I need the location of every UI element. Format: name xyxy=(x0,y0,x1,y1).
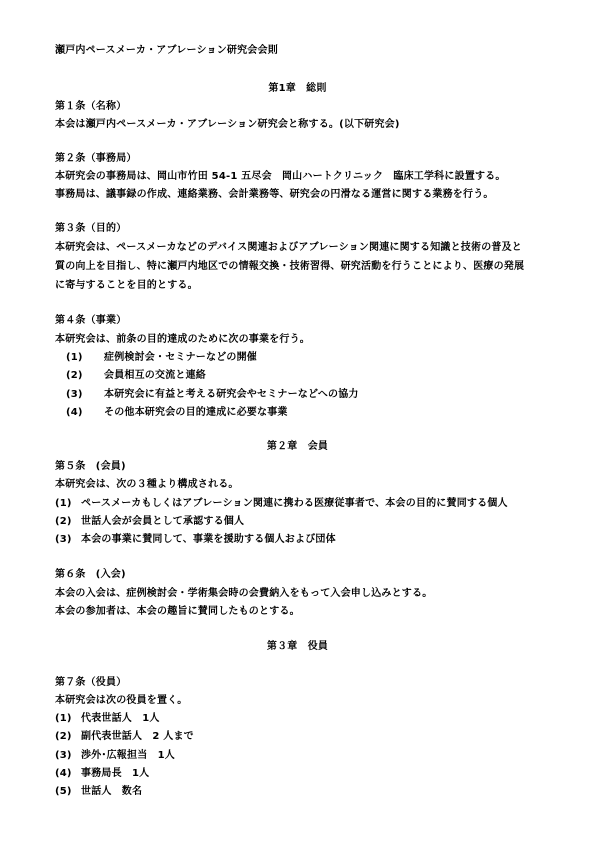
document-title: 瀬戸内ペースメーカ・アブレーション研究会会則 xyxy=(55,45,278,56)
article-5-heading: 第５条 (会員) xyxy=(55,461,126,472)
article-1-body: 本会は瀬戸内ペースメーカ・アブレーション研究会と称する。(以下研究会) xyxy=(55,119,400,130)
article-5-body: 本研究会は、次の３種より構成される。 xyxy=(55,479,239,490)
article-3-line: 本研究会は、ペースメーカなどのデバイス関連およびアブレーション関連に関する知識と技術の普及と xyxy=(55,242,522,253)
list-item: (1) 代表世話人 1人 xyxy=(55,713,160,724)
list-item: (2) 会員相互の交流と連絡 xyxy=(66,370,206,381)
article-4-body: 本研究会は、前条の目的達成のために次の事業を行う。 xyxy=(55,334,310,345)
chapter-3-heading: 第３章 役員 xyxy=(266,641,329,652)
list-item: (3) 渉外･広報担当 1人 xyxy=(55,750,175,761)
article-1-heading: 第１条（名称） xyxy=(55,101,127,112)
list-item: (4) 事務局長 1人 xyxy=(55,768,150,779)
article-6-heading: 第６条 (入会) xyxy=(55,569,126,580)
list-item: (5) 世話人 数名 xyxy=(55,786,143,797)
article-2-heading: 第２条（事務局） xyxy=(55,153,137,164)
article-4-heading: 第４条（事業） xyxy=(55,315,127,326)
article-7-body: 本研究会は次の役員を置く。 xyxy=(55,695,188,706)
chapter-2-heading: 第２章 会員 xyxy=(266,441,329,452)
list-item: (2) 副代表世話人 2 人まで xyxy=(55,731,194,742)
article-3-line: 質の向上を目指し、特に瀬戸内地区での情報交換・技術習得、研究活動を行うことにより、医療の発展 xyxy=(55,261,525,272)
list-item: (3) 本研究会に有益と考える研究会やセミナーなどへの協力 xyxy=(66,389,359,400)
article-6-line: 本会の参加者は、本会の趣旨に賛同したものとする。 xyxy=(55,606,300,617)
list-item: (1) ペースメーカもしくはアブレーション関連に携わる医療従事者で、本会の目的に賛同する個人 xyxy=(55,498,508,509)
article-6-line: 本会の入会は、症例検討会・学術集会時の会費納入をもって入会申し込みとする。 xyxy=(55,588,433,599)
article-7-heading: 第７条（役員） xyxy=(55,677,127,688)
list-item: (2) 世話人会が会員として承認する個人 xyxy=(55,516,245,527)
list-item: (1) 症例検討会・セミナーなどの開催 xyxy=(66,352,257,363)
list-item: (3) 本会の事業に賛同して、事業を援助する個人および団体 xyxy=(55,534,336,545)
article-3-heading: 第３条（目的） xyxy=(55,223,127,234)
article-2-line: 事務局は、議事録の作成、連絡業務、会計業務等、研究会の円滑なる運営に関する業務を行う。 xyxy=(55,189,494,200)
article-3-line: に寄与することを目的とする。 xyxy=(55,280,198,291)
list-item: (4) その他本研究会の目的達成に必要な事業 xyxy=(66,407,288,418)
article-2-line: 本研究会の事務局は、岡山市竹田 54-1 五尽会 岡山ハートクリニック 臨床工学科に設置する。 xyxy=(55,171,506,182)
chapter-1-heading: 第1章 総則 xyxy=(268,83,327,94)
